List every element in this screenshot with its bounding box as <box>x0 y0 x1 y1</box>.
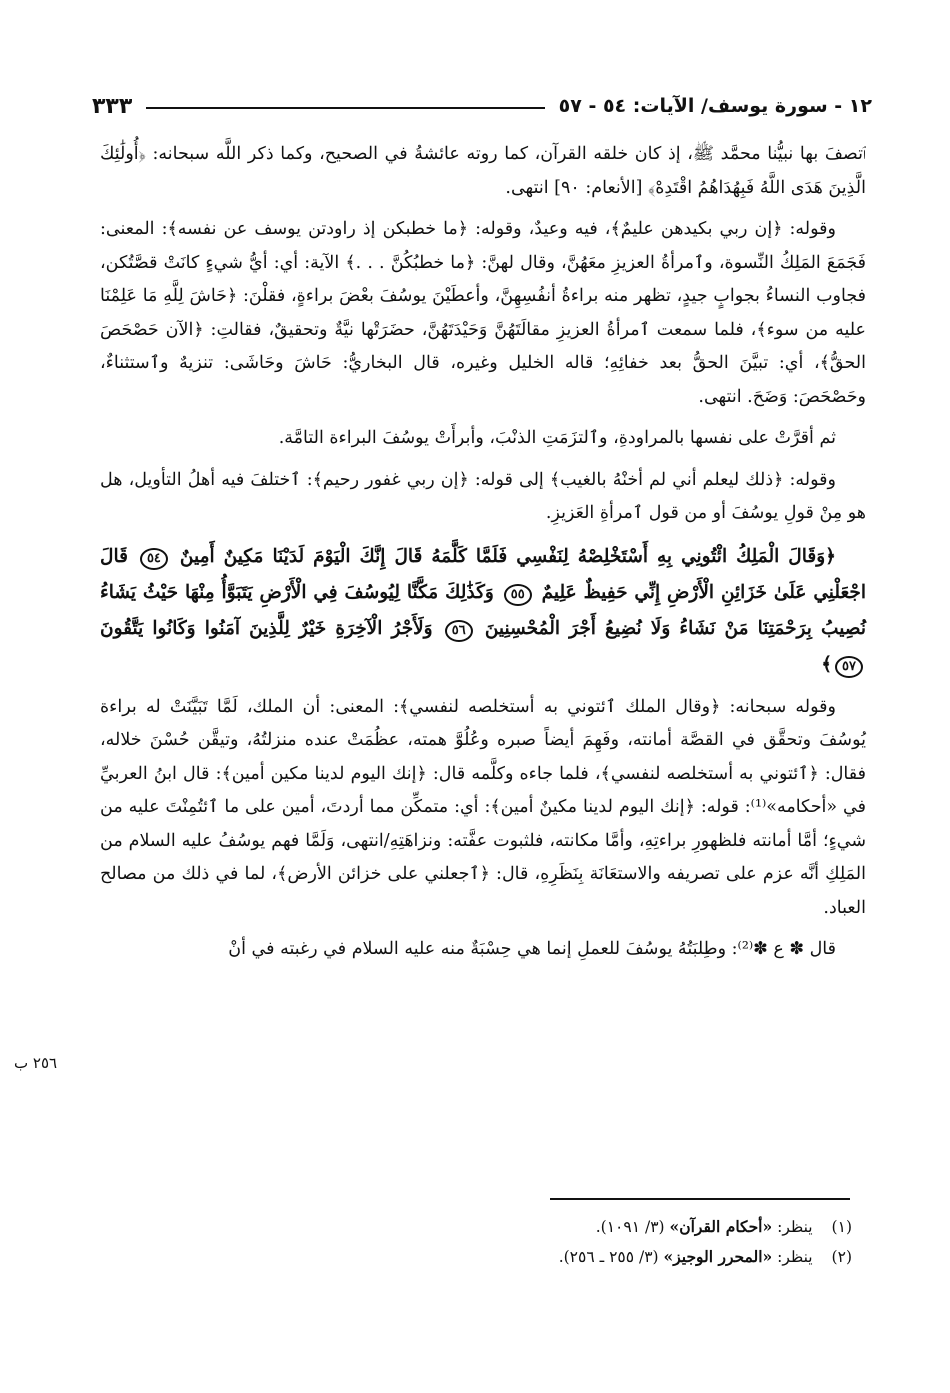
running-title: ١٢ - سورة يوسف/ الآيات: ٥٤ - ٥٧ <box>558 95 872 117</box>
footnotes <box>92 1212 852 1272</box>
footnote-prefix: ينظر: <box>777 1248 813 1266</box>
footnote-1 <box>92 1212 852 1242</box>
page-header <box>92 86 872 126</box>
ayah-number-54: ٥٤ <box>140 548 168 570</box>
ayah-number-55: ٥٥ <box>504 584 532 606</box>
paragraph-5: وقوله سبحانه: ﴿وقال الملك ٱئتوني به أستخلصه لنفسي﴾: المعنى: أن الملك، لَمَّا تَبَيَّنَتْ له براءة يُوسُفَ وتحقَّق في القصَّة أمانته، وفَهِمَ أيضاً صبره وعُلُوَّ همته، عظُمَتْ عنده منزلتُهُ، وتيقَّن حُسْنَ خلاله، فقال: ﴿ٱئتوني به أستخلصه لنفسي﴾، فلما جاءه وكلَّمه قال: ﴿إنك اليوم لدينا مكين أمين﴾: قال ابنُ العربيِّ في «أحكامه»⁽¹⁾: قوله: ﴿إنك اليوم لدينا مكينٌ أمين﴾: أي: متمكِّن مما أردتَ، أمين على ما ٱئتُمِنْتَ عليه من شيءٍ؛ أمَّا أمانته فلظهورِ براءتِهِ، وأمَّا مكانته، فلثبوت عفَّته: ونزاهَتِهِ/انتهى، وَلَمَّا فهم يوسُفُ عليه السلام من المَلِكِ أنَّه عزم على تصريفه والاستعَانَة بِنَظَرِهِ، قال: ﴿ٱجعلني على خزائن الأرض﴾، لما في ذلك من مصالح العباد. <box>100 696 866 918</box>
manuscript-folio-note: ٢٥٦ ب <box>14 1054 58 1072</box>
footnote-number: (١) <box>831 1218 852 1236</box>
footnote-ref: (٣/ ١٠٩١). <box>595 1218 665 1236</box>
footnote-prefix: ينظر: <box>777 1218 813 1236</box>
body-text <box>100 138 866 975</box>
quran-verses <box>100 539 866 683</box>
footnote-separator <box>550 1198 850 1200</box>
header-rule <box>146 107 544 109</box>
footnote-source: «أحكام القرآن» <box>669 1217 773 1236</box>
paragraph-6: قال ✽ ع ✽⁽²⁾: وطِلبَتُهُ يوسُفَ للعملِ إنما هي حِسْبَةٌ منه عليه السلام في رغبته في أنْ <box>228 939 836 959</box>
paragraph-2: وقوله: ﴿إن ربي بكيدهن عليمٌ﴾، فيه وعيدٌ، وقوله: ﴿ما خطبكن إذ راودتن يوسف عن نفسه﴾: المعنى: فَجَمَعَ المَلِكُ النِّسوة، وٱمرأةُ العزيزِ معَهُنَّ، وقال لهنَّ: ﴿ما خطبُكُنَّ . . .﴾ الآية: أي: أيُّ شيءٍ كانَتْ قصَّتُكن، فجاوب النساءُ بجوابٍ جيدٍ، تظهر منه براءةُ أنفُسِهِنَّ، وأعطَيْنَ يوسُفَ بعْضَ براءةٍ، فقلْنَ: ﴿حَاشَ لِلَّهِ مَا عَلِمْنَا عليه من سوء﴾، فلما سمعت ٱمرأةُ العزيزِ مقالَتَهُنَّ وَحَيْدَتَهُنَّ، حضَرَتْها نيَّةٌ وتحقيقٌ، فقالتِ: ﴿الآن حَصْحَصَ الحقُّ﴾، أي: تبيَّنَ الحقُّ بعد خفائِهِ؛ قاله الخليل وغيره، قال البخاريُّ: حَاشَ وحَاشَى: تنزيهٌ وٱستثناءٌ، وحَصْحَصَ: وَضَحَ. انتهى. <box>100 219 866 407</box>
footnote-source: «المحرر الوجيز» <box>663 1247 773 1266</box>
quran-verse-57: وَلَأَجْرُ الْآخِرَةِ خَيْرٌ لِلَّذِينَ آمَنُوا وَكَانُوا يَتَّقُونَ <box>100 617 433 639</box>
paragraph-4: وقوله: ﴿ذلك ليعلم أني لم أخنْهُ بالغيب﴾ إلى قوله: ﴿إن ربي غفور رحيم﴾: ٱختلفَ فيه أهلُ التأويل، هل هو مِنْ قولِ يوسُفَ أو من قول ٱمرأةِ العَزيزِ. <box>100 469 866 523</box>
ayah-number-57: ٥٧ <box>835 656 863 678</box>
footnote-ref: (٣/ ٢٥٥ ـ ٢٥٦). <box>558 1248 659 1266</box>
ayah-number-56: ٥٦ <box>445 620 473 642</box>
paragraph-1: ٱتصفَ بها نبيُّنا محمَّد ﷺ، إذ كان خلقه القرآن، كما روته عائشةُ في الصحيح، وكما ذكر اللَّه سبحانه: ﴿أُولَٰئِكَ الَّذِينَ هَدَى اللَّهُ فَبِهُدَاهُمُ اقْتَدِهْ﴾ [الأنعام: ٩٠] انتهى. <box>100 144 866 198</box>
quran-verse-56: وَكَذَٰلِكَ مَكَّنَّا لِيُوسُفَ فِي الْأَرْضِ يَتَبَوَّأُ مِنْهَا حَيْثُ يَشَاءُ نُصِيبُ بِرَحْمَتِنَا مَنْ نَشَاءُ وَلَا نُضِيعُ أَجْرَ الْمُحْسِنِينَ <box>100 581 866 639</box>
quran-verse-55: قَالَ اجْعَلْنِي عَلَىٰ خَزَائِنِ الْأَرْضِ إِنِّي حَفِيظٌ عَلِيمٌ <box>100 545 866 603</box>
quran-close-bracket: ﴾ <box>821 653 833 675</box>
footnote-number: (٢) <box>831 1248 852 1266</box>
page-number: ٣٣٣ <box>92 93 133 119</box>
paragraph-3: ثم أقرَّتْ على نفسها بالمراودةِ، وٱلتزَمَتِ الذنْبَ، وأبرأَتْ يوسُفَ البراءة التامَّة. <box>278 428 836 448</box>
footnote-2 <box>92 1242 852 1272</box>
quran-verse-54: وَقَالَ الْمَلِكُ ائْتُونِي بِهِ أَسْتَخْلِصْهُ لِنَفْسِي فَلَمَّا كَلَّمَهُ قَالَ إِنَّكَ الْيَوْمَ لَدَيْنَا مَكِينٌ أَمِينٌ <box>179 545 826 567</box>
quran-open-bracket: ﴿ <box>825 545 836 567</box>
